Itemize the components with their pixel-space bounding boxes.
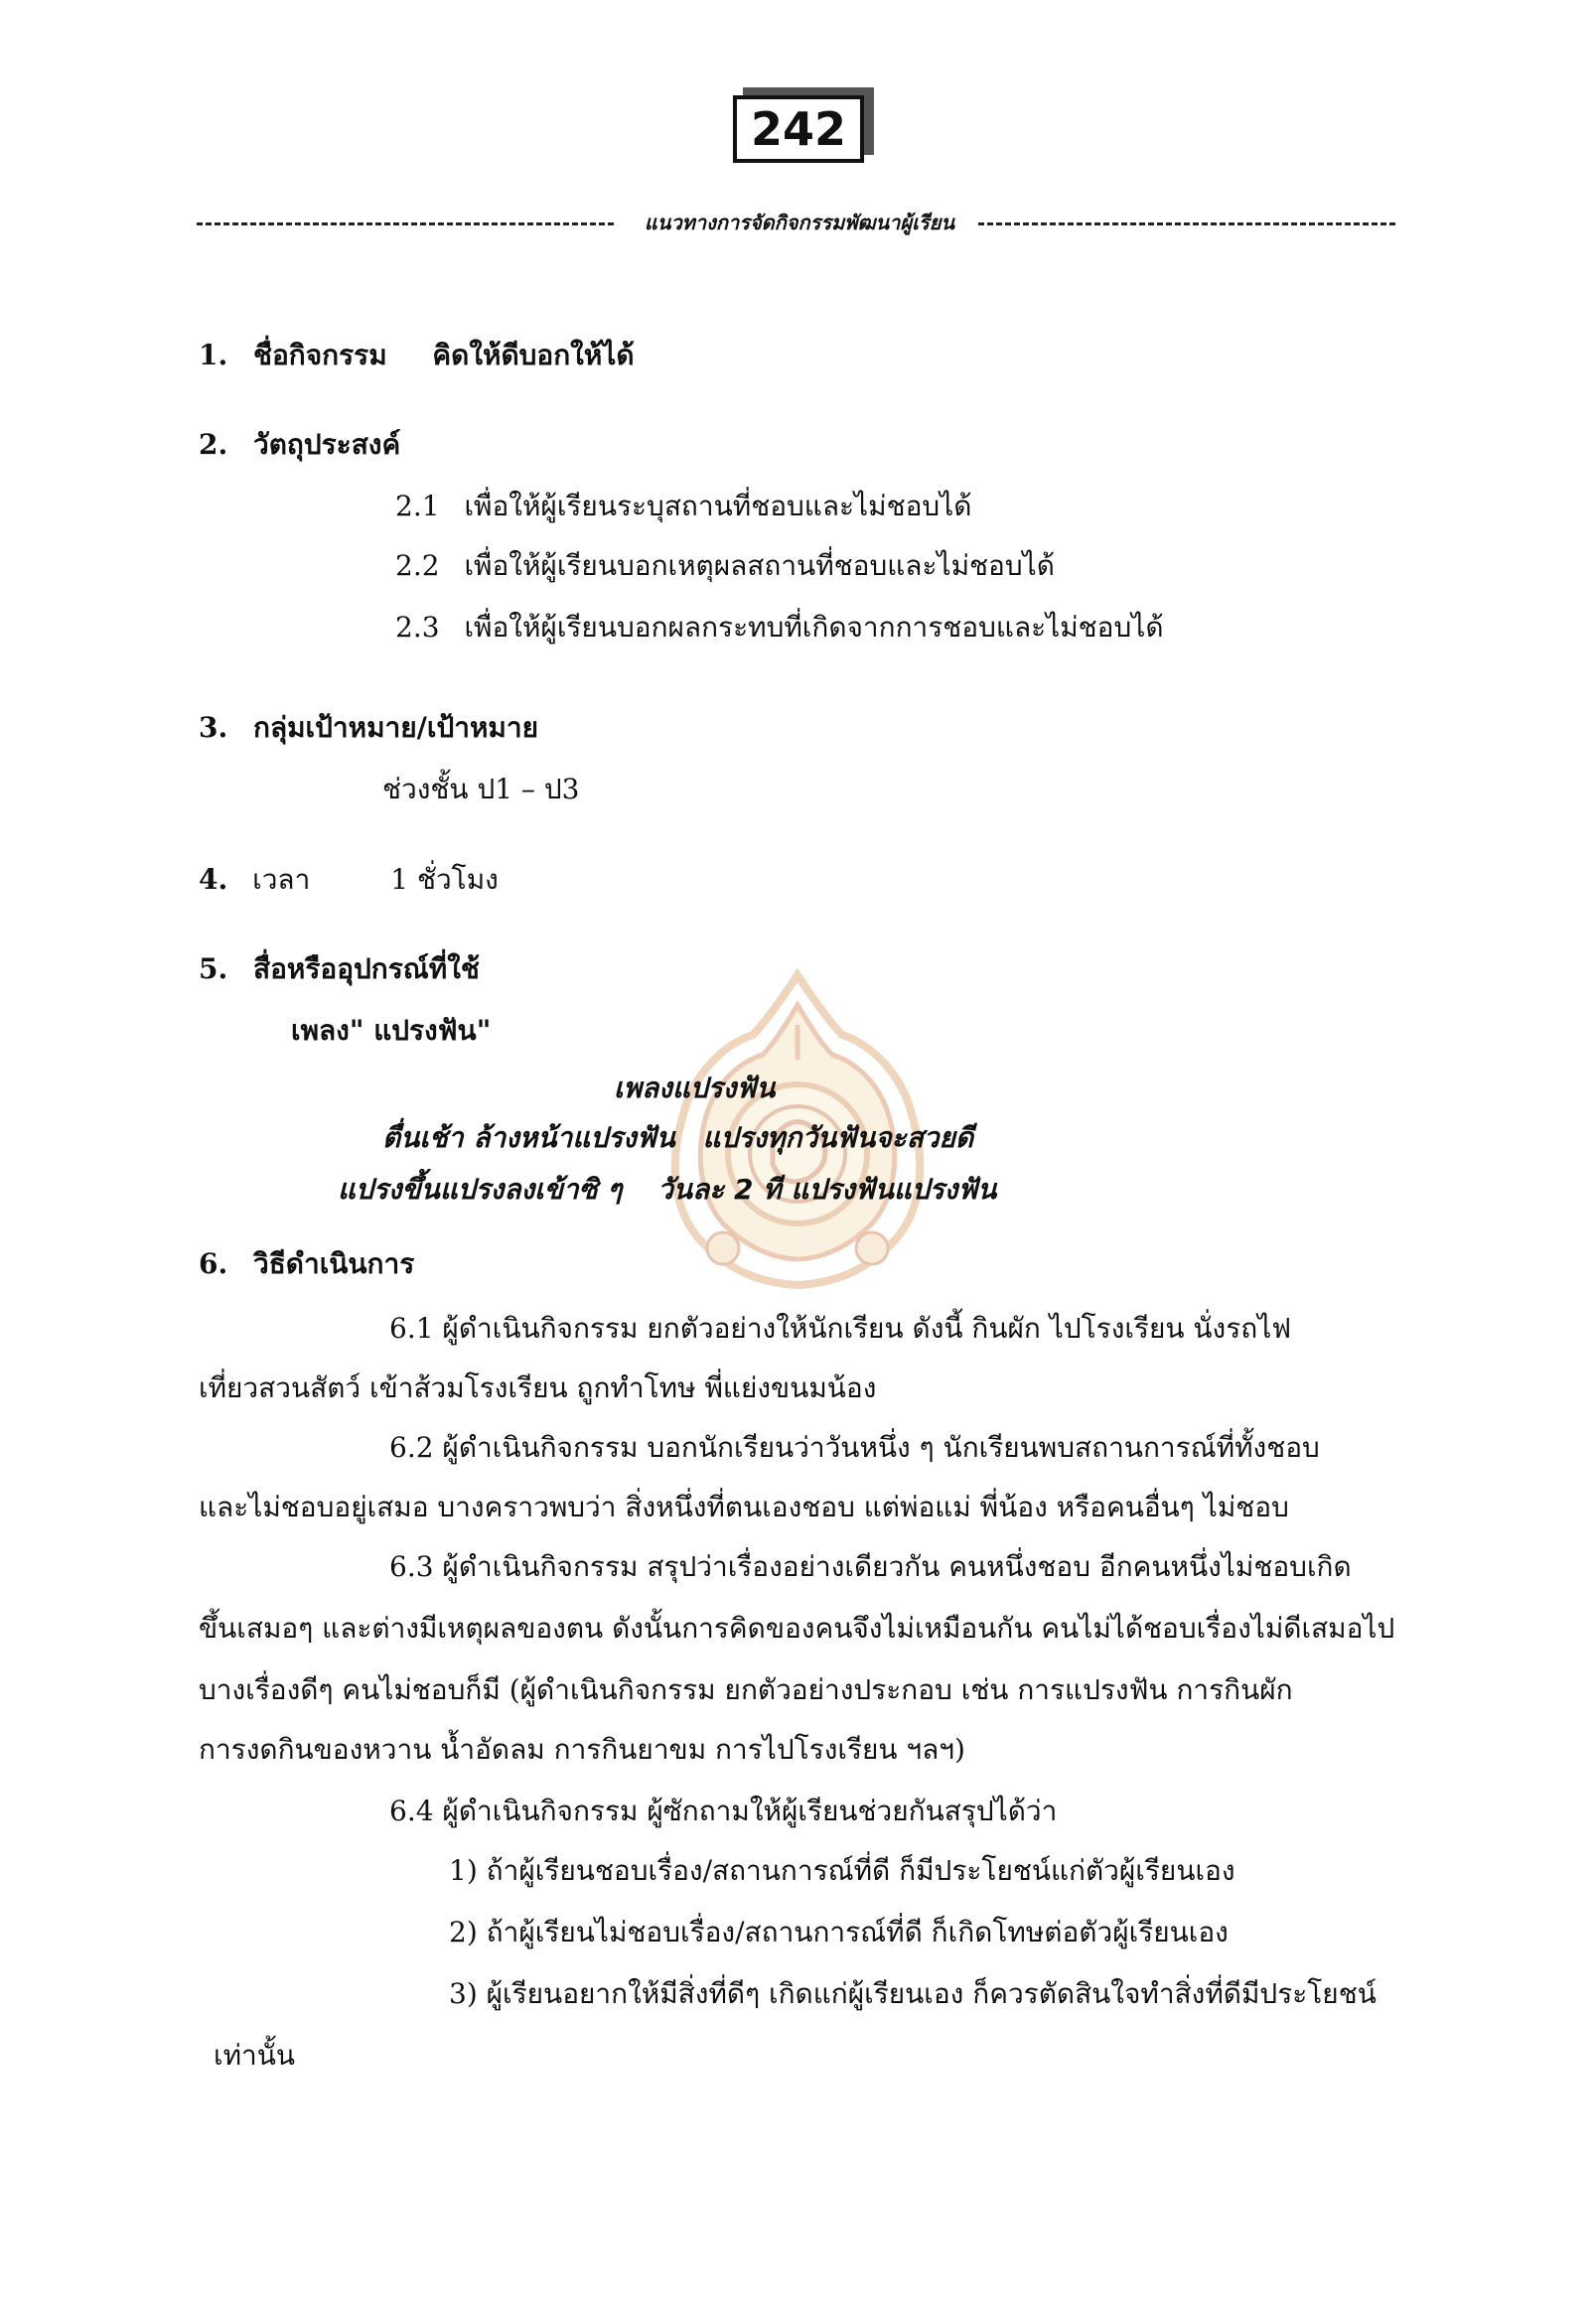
song-line-part: แปรงขึ้นแปรงลงเข้าซิ ๆ <box>338 1173 623 1206</box>
objective-item <box>395 610 1164 646</box>
procedure-line: 6.2 ผู้ดำเนินกิจกรรม บอกนักเรียนว่าวันหนึ่ง ๆ นักเรียนพบสถานการณ์ที่ทั้งชอบ <box>389 1431 1320 1464</box>
section-5-number: 5. <box>199 952 228 985</box>
procedure-line: 6.3 ผู้ดำเนินกิจกรรม สรุปว่าเรื่องอย่างเดียวกัน คนหนึ่งชอบ อีกคนหนึ่งไม่ชอบเกิด <box>389 1550 1352 1583</box>
conclusion-item: 3) ผู้เรียนอยากให้มีสิ่งที่ดีๆ เกิดแก่ผู้เรียนเอง ก็ควรตัดสินใจทำสิ่งที่ดีมีประโยชน์ <box>449 1977 1377 2010</box>
section-4-label: เวลา <box>252 863 311 896</box>
materials-song: เพลง" แปรงฟัน" <box>291 1014 492 1047</box>
procedure-line: ขึ้นเสมอๆ และต่างมีเหตุผลของตน ดังนั้นการคิดของคนจึงไม่เหมือนกัน คนไม่ได้ชอบเรื่องไม่ดีเสมอไป <box>199 1612 1395 1645</box>
song-line-part: แปรงทุกวันฟันจะสวยดี <box>702 1121 974 1154</box>
objective-number: 2.2 <box>395 549 440 582</box>
song-line-part: ตื่นเช้า ล้างหน้าแปรงฟัน <box>382 1121 675 1154</box>
running-title: แนวทางการจัดกิจกรรมพัฒนาผู้เรียน <box>644 211 955 234</box>
section-2-number: 2. <box>199 428 228 461</box>
section-6-label: วิธีดำเนินการ <box>252 1247 415 1280</box>
section-6 <box>199 1246 414 1282</box>
header-rule-right <box>978 222 1395 225</box>
header-rule-left <box>197 222 614 225</box>
procedure-line: บางเรื่องดีๆ คนไม่ชอบก็มี (ผู้ดำเนินกิจกรรม ยกตัวอย่างประกอบ เช่น การแปรงฟัน การกินผัก <box>199 1673 1293 1706</box>
song-title: เพลงแปรงฟัน <box>614 1072 776 1104</box>
section-3 <box>199 710 538 746</box>
procedure-line: การงดกินของหวาน น้ำอัดลม การกินยาขม การไปโรงเรียน ฯลฯ) <box>199 1733 965 1766</box>
section-5 <box>199 951 480 987</box>
activity-name: คิดให้ดีบอกให้ได้ <box>432 339 635 371</box>
objective-item <box>395 548 1055 584</box>
procedure-line: เที่ยวสวนสัตว์ เข้าส้วมโรงเรียน ถูกทำโทษ พี่แย่งขนมน้อง <box>199 1371 877 1404</box>
song-line-part: วันละ 2 ที แปรงฟันแปรงฟัน <box>657 1173 997 1206</box>
section-1-label: ชื่อกิจกรรม <box>252 339 387 371</box>
section-4-number: 4. <box>199 863 228 896</box>
song-line <box>382 1116 973 1160</box>
section-1-number: 1. <box>199 339 228 371</box>
conclusion-tail: เท่านั้น <box>214 2039 296 2072</box>
section-4 <box>199 862 499 898</box>
procedure-line: และไม่ชอบอยู่เสมอ บางคราวพบว่า สิ่งหนึ่งที่ตนเองชอบ แต่พ่อแม่ พี่น้อง หรือคนอื่นๆ ไม่ชอบ <box>199 1491 1289 1523</box>
song-line <box>338 1168 996 1212</box>
objective-text: เพื่อให้ผู้เรียนระบุสถานที่ชอบและไม่ชอบได้ <box>464 490 972 522</box>
conclusion-item: 1) ถ้าผู้เรียนชอบเรื่อง/สถานการณ์ที่ดี ก็มีประโยชน์แก่ตัวผู้เรียนเอง <box>449 1854 1235 1887</box>
objective-item <box>395 489 971 524</box>
section-5-label: สื่อหรืออุปกรณ์ที่ใช้ <box>252 952 480 985</box>
section-2 <box>199 427 400 463</box>
objective-text: เพื่อให้ผู้เรียนบอกผลกระทบที่เกิดจากการชอบและไม่ชอบได้ <box>464 611 1164 644</box>
section-6-number: 6. <box>199 1247 228 1280</box>
section-2-label: วัตถุประสงค์ <box>252 428 401 461</box>
section-1 <box>199 338 635 373</box>
objective-number: 2.1 <box>395 490 440 522</box>
procedure-line: 6.1 ผู้ดำเนินกิจกรรม ยกตัวอย่างให้นักเรียน ดังนี้ กินผัก ไปโรงเรียน นั่งรถไฟ <box>389 1312 1292 1345</box>
objective-number: 2.3 <box>395 611 440 644</box>
procedure-line: 6.4 ผู้ดำเนินกิจกรรม ผู้ซักถามให้ผู้เรียนช่วยกันสรุปได้ว่า <box>389 1795 1058 1827</box>
target-group-value: ช่วงชั้น ป1 – ป3 <box>382 773 580 805</box>
section-3-label: กลุ่มเป้าหมาย/เป้าหมาย <box>252 711 538 744</box>
duration-value: 1 ชั่วโมง <box>390 863 499 896</box>
objective-text: เพื่อให้ผู้เรียนบอกเหตุผลสถานที่ชอบและไม่ชอบได้ <box>464 549 1055 582</box>
conclusion-item: 2) ถ้าผู้เรียนไม่ชอบเรื่อง/สถานการณ์ที่ดี ก็เกิดโทษต่อตัวผู้เรียนเอง <box>449 1916 1229 1948</box>
section-3-number: 3. <box>199 711 228 744</box>
page-number: 242 <box>733 95 864 163</box>
